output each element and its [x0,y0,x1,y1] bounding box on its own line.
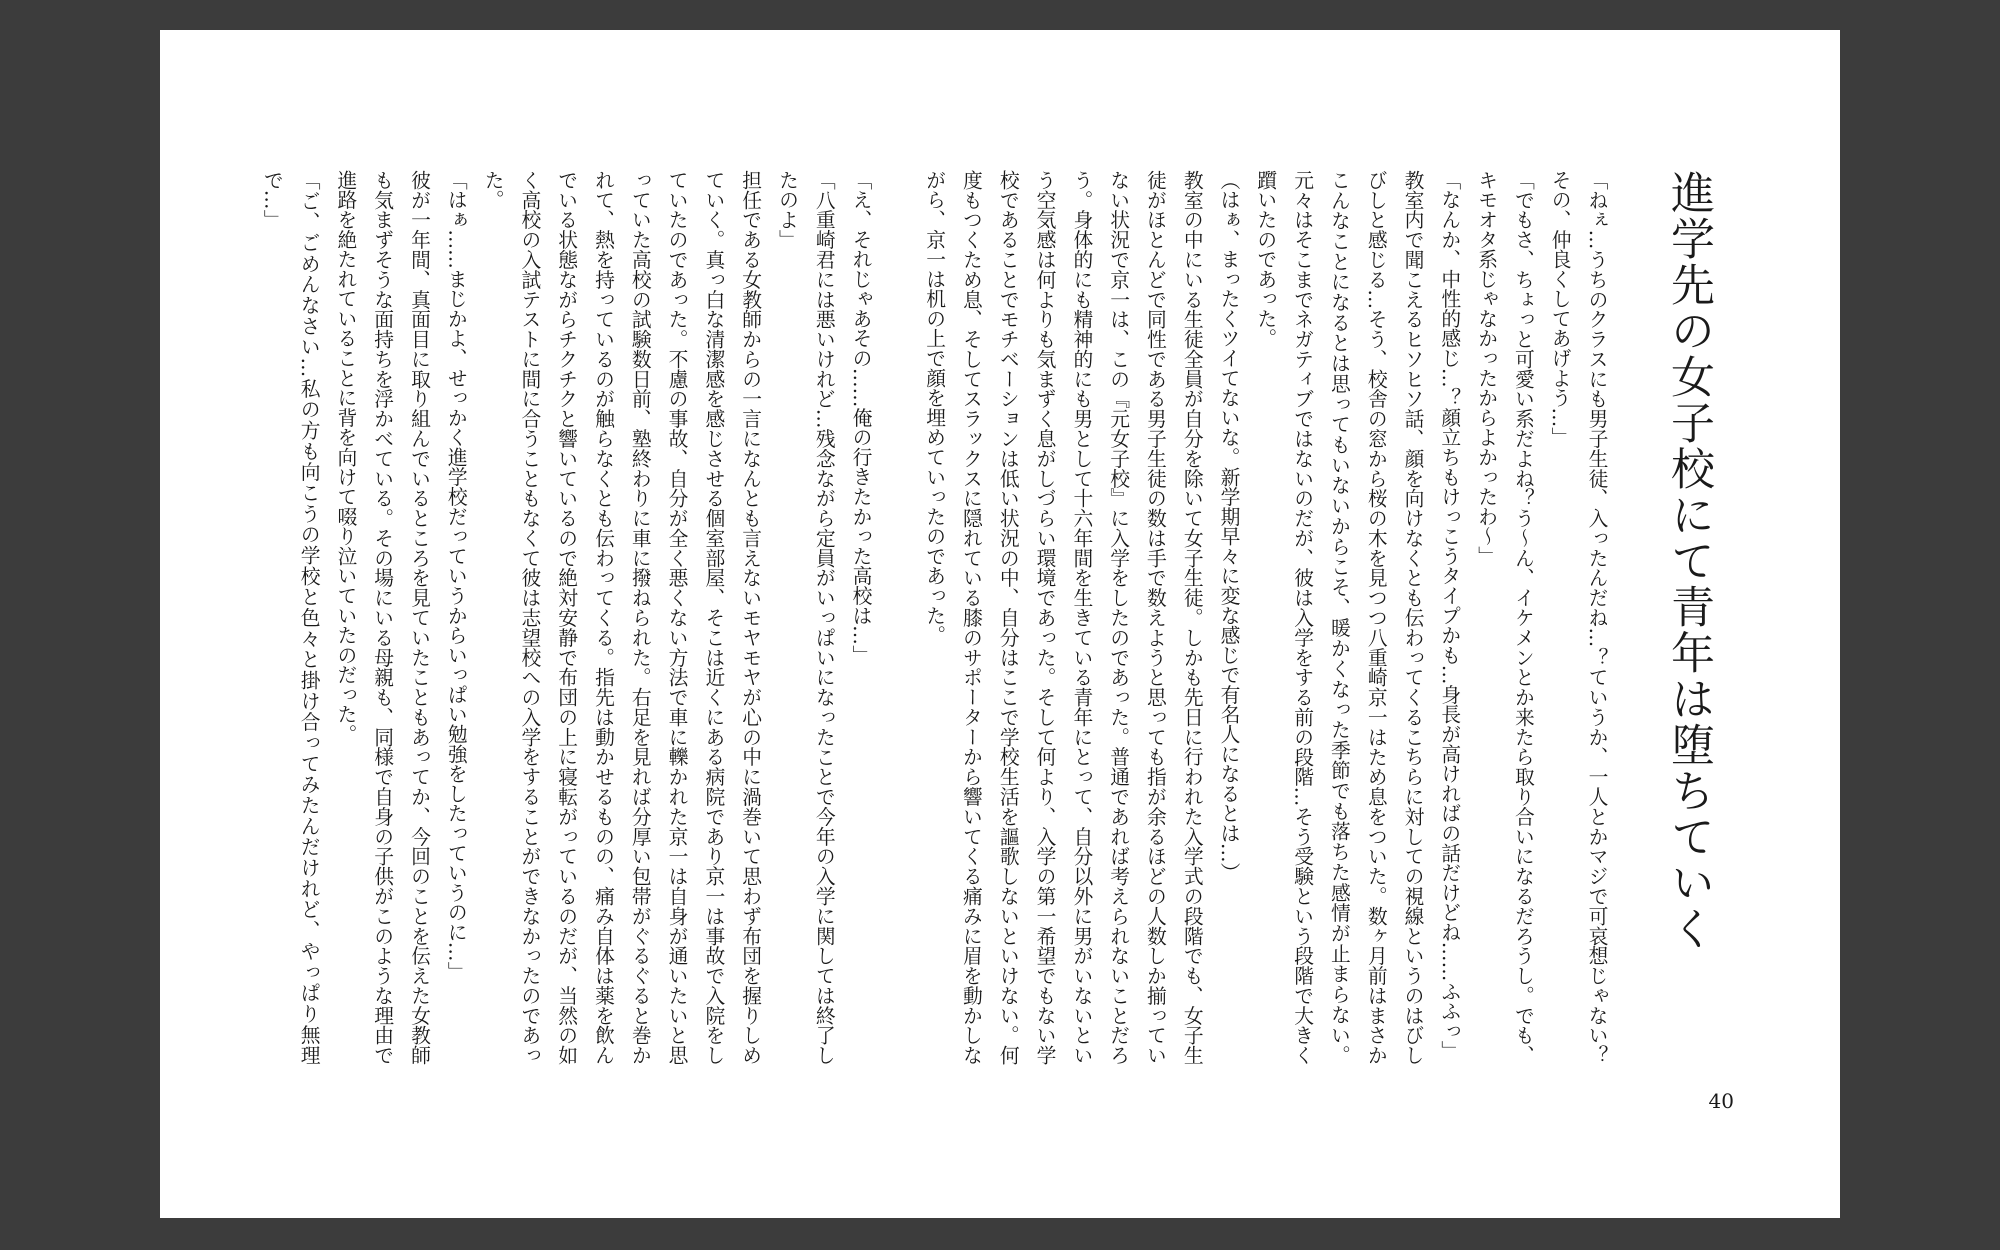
paragraph: 「なんか、中性的感じ…？顔立ちもけっこうタイプかも…身長が高ければの話だけどね……ふふっ」 [1437,170,1461,1061]
paragraph: 「でもさ、ちょっと可愛い系だよね？う〜ん、イケメンとか来たら取り合いになるだろうし。でも、キモオタ系じゃなかったからよかったわ〜」 [1474,170,1535,1065]
paragraph: 「八重崎君には悪いけれど…残念ながら定員がいっぱいになったことで今年の入学に関しては終了したのよ」 [775,170,836,1065]
paragraph: 「え、それじゃあその……俺の行きたかった高校は…」 [849,170,873,665]
vertical-text-body [253,170,1718,1065]
blank-line [878,170,915,1065]
paragraph: 教室内で聞こえるヒソヒソ話、顔を向けなくとも伝わってくるこちらに対しての視線というのはびしびしと感じる…そう、校舎の窓から桜の木を見つつ八重崎京一はため息をついた。数ヶ月前はまさかこんなことになるとは思ってもいないからこそ、暖かくなった季節でも落ちた感情が止まらない。元々はそこまでネガティブではないのだが、彼は入学をする前の段階…そう受験という段階で大きく躓いたのであった。 [1253,170,1425,1065]
paragraph: 担任である女教師からの一言になんとも言えないモヤモヤが心の中に渦巻いて思わず布団を握りしめていく。真っ白な清潔感を感じさせる個室部屋、そこは近くにある病院であり京一は事故で入院をしていたのであった。不慮の事故、自分が全く悪くない方法で車に轢かれた京一は自身が通いたいと思っていた高校の試験数日前、塾終わりに車に撥ねられた。右足を見れば分厚い包帯がぐるぐると巻かれて、熱を持っているのが触らなくとも伝わってくる。指先は動かせるものの、痛み自体は薬を飲んでいる状態ながらチクチクと響いているので絶対安静で布団の上に寝転がっているのだが、当然の如く高校の入試テストに間に合うこともなくて彼は志望校への入学をすることができなかったのであった。 [481,170,762,1065]
paragraph: 「はぁ……まじかよ、せっかく進学校だっていうからいっぱい勉強をしたっていうのに…」 [444,170,468,982]
paragraph: 教室の中にいる生徒全員が自分を除いて女子生徒。しかも先日に行われた入学式の段階でも、女子生徒がほとんどで同性である男子生徒の数は手で数えようと思っても指が余るほどの人数しか揃っていない状況で京一は、この『元女子校』に入学をしたのであった。普通であれば考えられないことだろう。身体的にも精神的にも男として十六年間を生きている青年にとって、自分以外に男がいないという空気感は何よりも気まずく息がしづらい環境であった。そして何より、入学の第一希望でもない学校であることでモチベーションは低い状況の中、自分はここで学校生活を謳歌しないといけない。何度もつくため息、そしてスラックスに隠れている膝のサポーターから響いてくる痛みに眉を動かしながら、京一は机の上で顔を埋めていったのであった。 [922,170,1204,1065]
document-page [160,30,1840,1218]
chapter-title: 進学先の女子校にて青年は堕ちていく [1663,170,1714,952]
paragraph: （はぁ、まったくツイてないな。新学期早々に変な感じで有名人になるとは…） [1217,170,1241,883]
paragraph: 「ご、ごめんなさい…私の方も向こうの学校と色々と掛け合ってみたんだけれど、やっぱり無理で…」 [260,170,321,1065]
paragraph: 「ねぇ…うちのクラスにも男子生徒、入ったんだね…？ていうか、一人とかマジで可哀想じゃない？その、仲良くしてあげよう…」 [1548,170,1608,1065]
page-number: 40 [1708,1089,1734,1113]
paragraph: 彼が一年間、真面目に取り組んでいるところを見ていたこともあってか、今回のことを伝えた女教師も気まずそうな面持ちを浮かべている。その場にいる母親も、同様で自身の子供がこのような理由で進路を絶たれていることに背を向けて啜り泣いていたのだった。 [333,170,431,1065]
